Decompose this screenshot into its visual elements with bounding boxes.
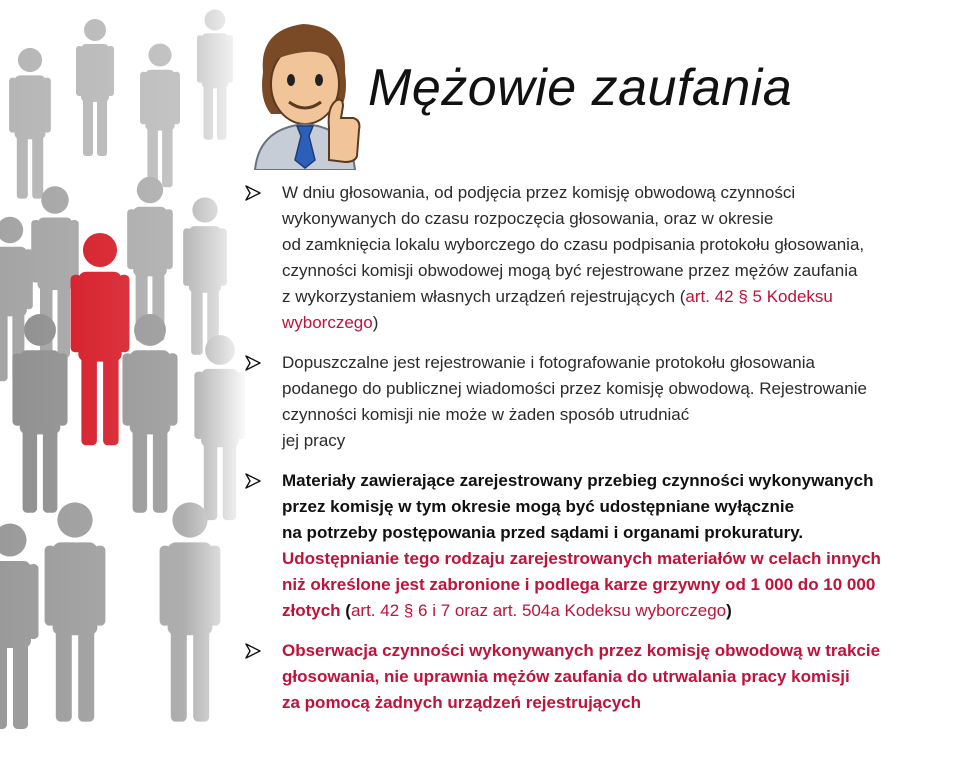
arrow-bullet-icon [244, 354, 262, 372]
text-line-warning: głosowania, nie uprawnia mężów zaufania do utrwalania pracy komisji [282, 667, 850, 686]
text-segment-warning: złotych [282, 601, 341, 620]
text-line: wykonywanych do czasu rozpoczęcia głosowania, oraz w okresie [282, 209, 774, 228]
bullet-item-observation [244, 638, 954, 716]
legal-reference: art. 42 § 6 i 7 oraz art. 504a Kodeksu wyborczego [350, 601, 727, 620]
legal-reference-cont: wyborczego [282, 313, 373, 332]
text-segment: ( [340, 601, 351, 620]
text-line: W dniu głosowania, od podjęcia przez komisję obwodową czynności [282, 183, 796, 202]
text-line: czynności komisji nie może w żaden sposób utrudniać [282, 405, 690, 424]
arrow-bullet-icon [244, 184, 262, 202]
text-line: jej pracy [282, 431, 346, 450]
text-line [282, 310, 954, 336]
text-line: Materiały zawierające zarejestrowany przebieg czynności wykonywanych [282, 471, 874, 490]
bullet-list [244, 180, 954, 730]
text-line: Dopuszczalne jest rejestrowanie i fotografowanie protokołu głosowania [282, 353, 815, 372]
text-line [282, 284, 954, 310]
text-segment: ) [372, 313, 379, 332]
text-line: na potrzeby postępowania przed sądami i organami prokuratury. [282, 523, 804, 542]
people-crowd-icon [0, 0, 245, 763]
text-segment: ) [726, 601, 732, 620]
text-line: podanego do publicznej wiadomości przez komisję obwodową. Rejestrowanie [282, 379, 867, 398]
text-line: od zamknięcia lokalu wyborczego do czasu podpisania protokołu głosowania, [282, 235, 865, 254]
text-line-warning: niż określone jest zabronione i podlega karze grzywny od 1 000 do 10 000 [282, 575, 876, 594]
text-line-warning: Obserwacja czynności wykonywanych przez komisję obwodową w trakcie [282, 641, 881, 660]
text-line: przez komisję w tym okresie mogą być udostępniane wyłącznie [282, 497, 795, 516]
text-line-warning: za pomocą żadnych urządzeń rejestrujących [282, 693, 642, 712]
thumbs-up-avatar-icon [245, 10, 365, 170]
arrow-bullet-icon [244, 642, 262, 660]
slide-title: Mężowie zaufania [368, 59, 793, 117]
bullet-item-materials-usage [244, 468, 954, 624]
arrow-bullet-icon [244, 472, 262, 490]
text-line-warning: Udostępnianie tego rodzaju zarejestrowanych materiałów w celach innych [282, 549, 881, 568]
text-line [282, 598, 954, 624]
bullet-item-registration-period [244, 180, 954, 336]
text-line: czynności komisji obwodowej mogą być rejestrowane przez mężów zaufania [282, 261, 858, 280]
text-segment: z wykorzystaniem własnych urządzeń rejestrujących ( [282, 287, 686, 306]
bullet-item-photographing-protocol [244, 350, 954, 454]
legal-reference: art. 42 § 5 Kodeksu [685, 287, 833, 306]
